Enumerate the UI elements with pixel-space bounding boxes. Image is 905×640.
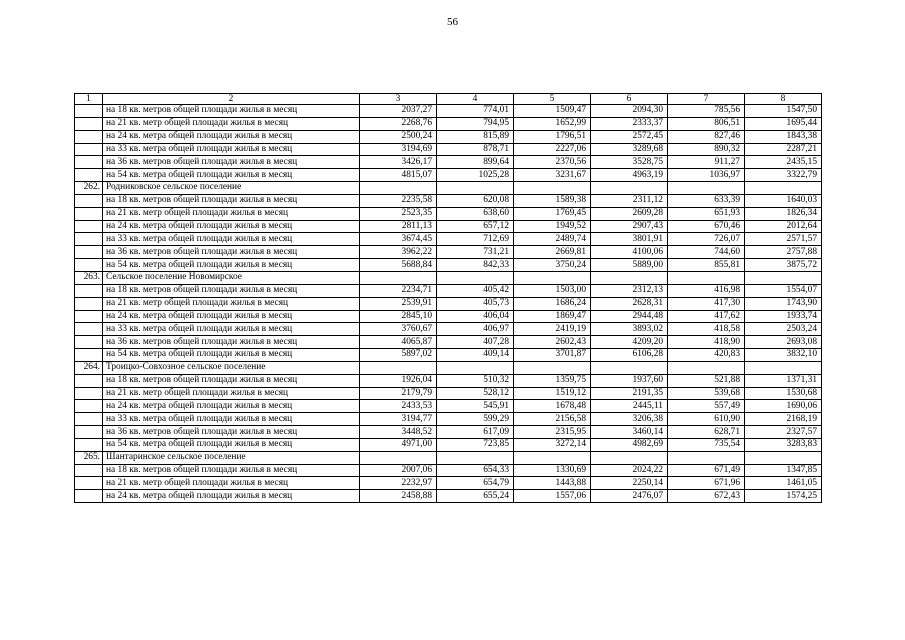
value-cell: 4982,69	[591, 438, 668, 451]
value-cell: 1025,28	[437, 169, 514, 182]
empty-cell	[591, 182, 668, 195]
row-label: на 24 кв. метра общей площади жилья в месяц	[103, 130, 360, 143]
value-cell: 827,46	[668, 130, 745, 143]
table-row	[75, 310, 822, 323]
page-number: 56	[447, 16, 458, 28]
table-row	[75, 374, 822, 387]
value-cell: 1574,25	[745, 490, 822, 503]
index-cell	[75, 156, 103, 169]
row-label: на 36 кв. метров общей площади жилья в месяц	[103, 246, 360, 259]
value-cell: 744,60	[668, 246, 745, 259]
value-cell: 3272,14	[514, 438, 591, 451]
value-cell: 2609,28	[591, 207, 668, 220]
value-cell: 545,91	[437, 400, 514, 413]
row-label: на 21 кв. метр общей площади жилья в месяц	[103, 117, 360, 130]
empty-cell	[668, 271, 745, 284]
value-cell: 654,79	[437, 477, 514, 490]
value-cell: 2333,37	[591, 117, 668, 130]
value-cell: 3832,10	[745, 349, 822, 362]
value-cell: 3460,14	[591, 426, 668, 439]
value-cell: 3760,67	[360, 323, 437, 336]
table-row	[75, 156, 822, 169]
table-row	[75, 105, 822, 118]
section-index: 264.	[75, 361, 103, 374]
value-cell: 3674,45	[360, 233, 437, 246]
row-label: на 54 кв. метра общей площади жилья в месяц	[103, 438, 360, 451]
value-cell: 599,29	[437, 413, 514, 426]
value-cell: 2311,12	[591, 194, 668, 207]
value-cell: 911,27	[668, 156, 745, 169]
value-cell: 3289,68	[591, 143, 668, 156]
value-cell: 417,30	[668, 297, 745, 310]
value-cell: 417,62	[668, 310, 745, 323]
index-cell	[75, 426, 103, 439]
value-cell: 2156,58	[514, 413, 591, 426]
index-cell	[75, 374, 103, 387]
row-label: на 21 кв. метр общей площади жилья в месяц	[103, 387, 360, 400]
table-row	[75, 169, 822, 182]
index-cell	[75, 259, 103, 272]
value-cell: 1330,69	[514, 464, 591, 477]
value-cell: 405,73	[437, 297, 514, 310]
index-cell	[75, 490, 103, 503]
row-label: на 18 кв. метров общей площади жилья в месяц	[103, 194, 360, 207]
value-cell: 2191,35	[591, 387, 668, 400]
value-cell: 2227,06	[514, 143, 591, 156]
column-number: 8	[745, 94, 822, 105]
value-cell: 2315,95	[514, 426, 591, 439]
empty-cell	[360, 182, 437, 195]
row-label: на 18 кв. метров общей площади жилья в месяц	[103, 464, 360, 477]
value-cell: 2669,81	[514, 246, 591, 259]
row-label: на 18 кв. метров общей площади жилья в месяц	[103, 284, 360, 297]
empty-cell	[745, 182, 822, 195]
value-cell: 723,85	[437, 438, 514, 451]
value-cell: 1796,51	[514, 130, 591, 143]
value-cell: 2628,31	[591, 297, 668, 310]
value-cell: 878,71	[437, 143, 514, 156]
value-cell: 416,98	[668, 284, 745, 297]
column-number: 3	[360, 94, 437, 105]
value-cell: 418,90	[668, 336, 745, 349]
value-cell: 712,69	[437, 233, 514, 246]
table-row	[75, 464, 822, 477]
value-cell: 2419,19	[514, 323, 591, 336]
table-row	[75, 246, 822, 259]
table-row	[75, 194, 822, 207]
value-cell: 2312,13	[591, 284, 668, 297]
value-cell: 539,68	[668, 387, 745, 400]
empty-cell	[437, 271, 514, 284]
table-row	[75, 297, 822, 310]
value-cell: 899,64	[437, 156, 514, 169]
empty-cell	[514, 361, 591, 374]
value-cell: 1869,47	[514, 310, 591, 323]
row-label: на 33 кв. метра общей площади жилья в месяц	[103, 233, 360, 246]
value-cell: 1503,00	[514, 284, 591, 297]
index-cell	[75, 220, 103, 233]
empty-cell	[437, 361, 514, 374]
section-row	[75, 451, 822, 464]
value-cell: 1443,88	[514, 477, 591, 490]
index-cell	[75, 207, 103, 220]
value-cell: 2539,91	[360, 297, 437, 310]
column-number: 1	[75, 94, 103, 105]
table-row	[75, 490, 822, 503]
row-label: на 24 кв. метра общей площади жилья в месяц	[103, 490, 360, 503]
value-cell: 2268,76	[360, 117, 437, 130]
row-label: на 33 кв. метра общей площади жилья в месяц	[103, 143, 360, 156]
value-cell: 731,21	[437, 246, 514, 259]
column-number: 7	[668, 94, 745, 105]
value-cell: 420,83	[668, 349, 745, 362]
row-label: на 18 кв. метров общей площади жилья в месяц	[103, 105, 360, 118]
row-label: на 33 кв. метра общей площади жилья в месяц	[103, 413, 360, 426]
empty-cell	[591, 361, 668, 374]
column-number: 6	[591, 94, 668, 105]
value-cell: 406,97	[437, 323, 514, 336]
value-cell: 2094,30	[591, 105, 668, 118]
value-cell: 2500,24	[360, 130, 437, 143]
index-cell	[75, 143, 103, 156]
value-cell: 3283,83	[745, 438, 822, 451]
value-cell: 405,42	[437, 284, 514, 297]
value-cell: 638,60	[437, 207, 514, 220]
value-cell: 5688,84	[360, 259, 437, 272]
value-cell: 1036,97	[668, 169, 745, 182]
empty-cell	[668, 182, 745, 195]
value-cell: 654,33	[437, 464, 514, 477]
value-cell: 4209,20	[591, 336, 668, 349]
value-cell: 2327,57	[745, 426, 822, 439]
column-number-row	[75, 94, 822, 105]
value-cell: 5897,02	[360, 349, 437, 362]
value-cell: 2250,14	[591, 477, 668, 490]
index-cell	[75, 194, 103, 207]
value-cell: 785,56	[668, 105, 745, 118]
value-cell: 1589,38	[514, 194, 591, 207]
index-cell	[75, 438, 103, 451]
value-cell: 633,39	[668, 194, 745, 207]
value-cell: 1678,48	[514, 400, 591, 413]
empty-cell	[668, 361, 745, 374]
value-cell: 2458,88	[360, 490, 437, 503]
row-label: на 33 кв. метра общей площади жилья в месяц	[103, 323, 360, 336]
value-cell: 2234,71	[360, 284, 437, 297]
value-cell: 418,58	[668, 323, 745, 336]
row-label: на 21 кв. метр общей площади жилья в месяц	[103, 207, 360, 220]
value-cell: 855,81	[668, 259, 745, 272]
section-title: Сельское поселение Новомирское	[103, 271, 360, 284]
value-cell: 794,95	[437, 117, 514, 130]
value-cell: 1826,34	[745, 207, 822, 220]
empty-cell	[668, 451, 745, 464]
value-cell: 409,14	[437, 349, 514, 362]
value-cell: 1933,74	[745, 310, 822, 323]
table-row	[75, 259, 822, 272]
column-number: 5	[514, 94, 591, 105]
table-row	[75, 220, 822, 233]
table-row	[75, 284, 822, 297]
value-cell: 4971,00	[360, 438, 437, 451]
value-cell: 657,12	[437, 220, 514, 233]
row-label: на 36 кв. метров общей площади жилья в месяц	[103, 156, 360, 169]
value-cell: 3231,67	[514, 169, 591, 182]
table-row	[75, 349, 822, 362]
value-cell: 671,49	[668, 464, 745, 477]
empty-cell	[514, 182, 591, 195]
table-row	[75, 130, 822, 143]
value-cell: 2235,58	[360, 194, 437, 207]
value-cell: 3962,22	[360, 246, 437, 259]
row-label: на 36 кв. метров общей площади жилья в месяц	[103, 426, 360, 439]
row-label: на 54 кв. метра общей площади жилья в месяц	[103, 349, 360, 362]
index-cell	[75, 387, 103, 400]
column-number: 2	[103, 94, 360, 105]
index-cell	[75, 297, 103, 310]
value-cell: 1937,60	[591, 374, 668, 387]
table-row	[75, 233, 822, 246]
index-cell	[75, 477, 103, 490]
row-label: на 18 кв. метров общей площади жилья в месяц	[103, 374, 360, 387]
value-cell: 1926,04	[360, 374, 437, 387]
value-cell: 1695,44	[745, 117, 822, 130]
value-cell: 842,33	[437, 259, 514, 272]
value-cell: 2179,79	[360, 387, 437, 400]
value-cell: 2757,88	[745, 246, 822, 259]
value-cell: 521,88	[668, 374, 745, 387]
value-cell: 3701,87	[514, 349, 591, 362]
row-label: на 24 кв. метра общей площади жилья в месяц	[103, 220, 360, 233]
value-cell: 4963,19	[591, 169, 668, 182]
value-cell: 1547,50	[745, 105, 822, 118]
section-title: Родниковское сельское поселение	[103, 182, 360, 195]
row-label: на 36 кв. метров общей площади жилья в месяц	[103, 336, 360, 349]
section-title: Шантаринское сельское поселение	[103, 451, 360, 464]
row-label: на 21 кв. метр общей площади жилья в месяц	[103, 477, 360, 490]
value-cell: 2370,56	[514, 156, 591, 169]
empty-cell	[437, 451, 514, 464]
section-index: 262.	[75, 182, 103, 195]
value-cell: 3801,91	[591, 233, 668, 246]
value-cell: 2489,74	[514, 233, 591, 246]
value-cell: 620,08	[437, 194, 514, 207]
value-cell: 2845,10	[360, 310, 437, 323]
value-cell: 4100,06	[591, 246, 668, 259]
empty-cell	[591, 271, 668, 284]
empty-cell	[591, 451, 668, 464]
value-cell: 2012,64	[745, 220, 822, 233]
empty-cell	[745, 451, 822, 464]
value-cell: 815,89	[437, 130, 514, 143]
row-label: на 54 кв. метра общей площади жилья в месяц	[103, 169, 360, 182]
index-cell	[75, 413, 103, 426]
value-cell: 2503,24	[745, 323, 822, 336]
value-cell: 655,24	[437, 490, 514, 503]
section-title: Троицко-Совхозное сельское поселение	[103, 361, 360, 374]
value-cell: 1554,07	[745, 284, 822, 297]
value-cell: 1557,06	[514, 490, 591, 503]
table-row	[75, 336, 822, 349]
table-row	[75, 400, 822, 413]
value-cell: 628,71	[668, 426, 745, 439]
value-cell: 2435,15	[745, 156, 822, 169]
table-row	[75, 207, 822, 220]
value-cell: 1347,85	[745, 464, 822, 477]
empty-cell	[745, 361, 822, 374]
value-cell: 2232,97	[360, 477, 437, 490]
value-cell: 407,28	[437, 336, 514, 349]
index-cell	[75, 310, 103, 323]
value-cell: 3426,17	[360, 156, 437, 169]
value-cell: 3750,24	[514, 259, 591, 272]
value-cell: 2433,53	[360, 400, 437, 413]
value-cell: 5889,00	[591, 259, 668, 272]
value-cell: 651,93	[668, 207, 745, 220]
value-cell: 2571,57	[745, 233, 822, 246]
value-cell: 617,09	[437, 426, 514, 439]
index-cell	[75, 246, 103, 259]
value-cell: 1640,03	[745, 194, 822, 207]
table-row	[75, 387, 822, 400]
value-cell: 3893,02	[591, 323, 668, 336]
value-cell: 2602,43	[514, 336, 591, 349]
value-cell: 1371,31	[745, 374, 822, 387]
value-cell: 3322,79	[745, 169, 822, 182]
value-cell: 1686,24	[514, 297, 591, 310]
row-label: на 21 кв. метр общей площади жилья в месяц	[103, 297, 360, 310]
value-cell: 2523,35	[360, 207, 437, 220]
value-cell: 2907,43	[591, 220, 668, 233]
value-cell: 406,04	[437, 310, 514, 323]
index-cell	[75, 400, 103, 413]
column-number: 4	[437, 94, 514, 105]
table-row	[75, 438, 822, 451]
value-cell: 806,51	[668, 117, 745, 130]
value-cell: 2445,11	[591, 400, 668, 413]
section-row	[75, 361, 822, 374]
value-cell: 610,90	[668, 413, 745, 426]
value-cell: 3206,38	[591, 413, 668, 426]
value-cell: 735,54	[668, 438, 745, 451]
value-cell: 2024,22	[591, 464, 668, 477]
row-label: на 54 кв. метра общей площади жилья в месяц	[103, 259, 360, 272]
value-cell: 1652,99	[514, 117, 591, 130]
index-cell	[75, 169, 103, 182]
section-row	[75, 182, 822, 195]
value-cell: 2037,27	[360, 105, 437, 118]
value-cell: 6106,28	[591, 349, 668, 362]
value-cell: 2944,48	[591, 310, 668, 323]
table-row	[75, 143, 822, 156]
empty-cell	[745, 271, 822, 284]
value-cell: 3528,75	[591, 156, 668, 169]
value-cell: 3448,52	[360, 426, 437, 439]
value-cell: 671,96	[668, 477, 745, 490]
table-row	[75, 117, 822, 130]
index-cell	[75, 464, 103, 477]
row-label: на 24 кв. метра общей площади жилья в месяц	[103, 400, 360, 413]
value-cell: 670,46	[668, 220, 745, 233]
value-cell: 2476,07	[591, 490, 668, 503]
value-cell: 1843,38	[745, 130, 822, 143]
value-cell: 672,43	[668, 490, 745, 503]
index-cell	[75, 117, 103, 130]
section-index: 265.	[75, 451, 103, 464]
value-cell: 1530,68	[745, 387, 822, 400]
value-cell: 2693,08	[745, 336, 822, 349]
value-cell: 1359,75	[514, 374, 591, 387]
empty-cell	[514, 271, 591, 284]
empty-cell	[437, 182, 514, 195]
table-row	[75, 426, 822, 439]
index-cell	[75, 336, 103, 349]
value-cell: 528,12	[437, 387, 514, 400]
empty-cell	[360, 271, 437, 284]
table-row	[75, 323, 822, 336]
section-row	[75, 271, 822, 284]
value-cell: 2811,13	[360, 220, 437, 233]
table-row	[75, 413, 822, 426]
value-cell: 557,49	[668, 400, 745, 413]
section-index: 263.	[75, 271, 103, 284]
table-body	[75, 105, 822, 503]
index-cell	[75, 105, 103, 118]
value-cell: 4065,87	[360, 336, 437, 349]
row-label: на 24 кв. метра общей площади жилья в месяц	[103, 310, 360, 323]
value-cell: 890,32	[668, 143, 745, 156]
empty-cell	[360, 451, 437, 464]
value-cell: 2572,45	[591, 130, 668, 143]
empty-cell	[514, 451, 591, 464]
index-cell	[75, 349, 103, 362]
value-cell: 2007,06	[360, 464, 437, 477]
value-cell: 1769,45	[514, 207, 591, 220]
table-row	[75, 477, 822, 490]
value-cell: 3194,69	[360, 143, 437, 156]
value-cell: 510,32	[437, 374, 514, 387]
value-cell: 1949,52	[514, 220, 591, 233]
index-cell	[75, 233, 103, 246]
tariff-table	[74, 93, 822, 503]
empty-cell	[360, 361, 437, 374]
value-cell: 1690,06	[745, 400, 822, 413]
index-cell	[75, 323, 103, 336]
index-cell	[75, 130, 103, 143]
value-cell: 3875,72	[745, 259, 822, 272]
value-cell: 4815,07	[360, 169, 437, 182]
value-cell: 2287,21	[745, 143, 822, 156]
index-cell	[75, 284, 103, 297]
value-cell: 726,07	[668, 233, 745, 246]
value-cell: 1743,90	[745, 297, 822, 310]
value-cell: 774,01	[437, 105, 514, 118]
value-cell: 1461,05	[745, 477, 822, 490]
value-cell: 1509,47	[514, 105, 591, 118]
value-cell: 3194,77	[360, 413, 437, 426]
value-cell: 2168,19	[745, 413, 822, 426]
value-cell: 1519,12	[514, 387, 591, 400]
